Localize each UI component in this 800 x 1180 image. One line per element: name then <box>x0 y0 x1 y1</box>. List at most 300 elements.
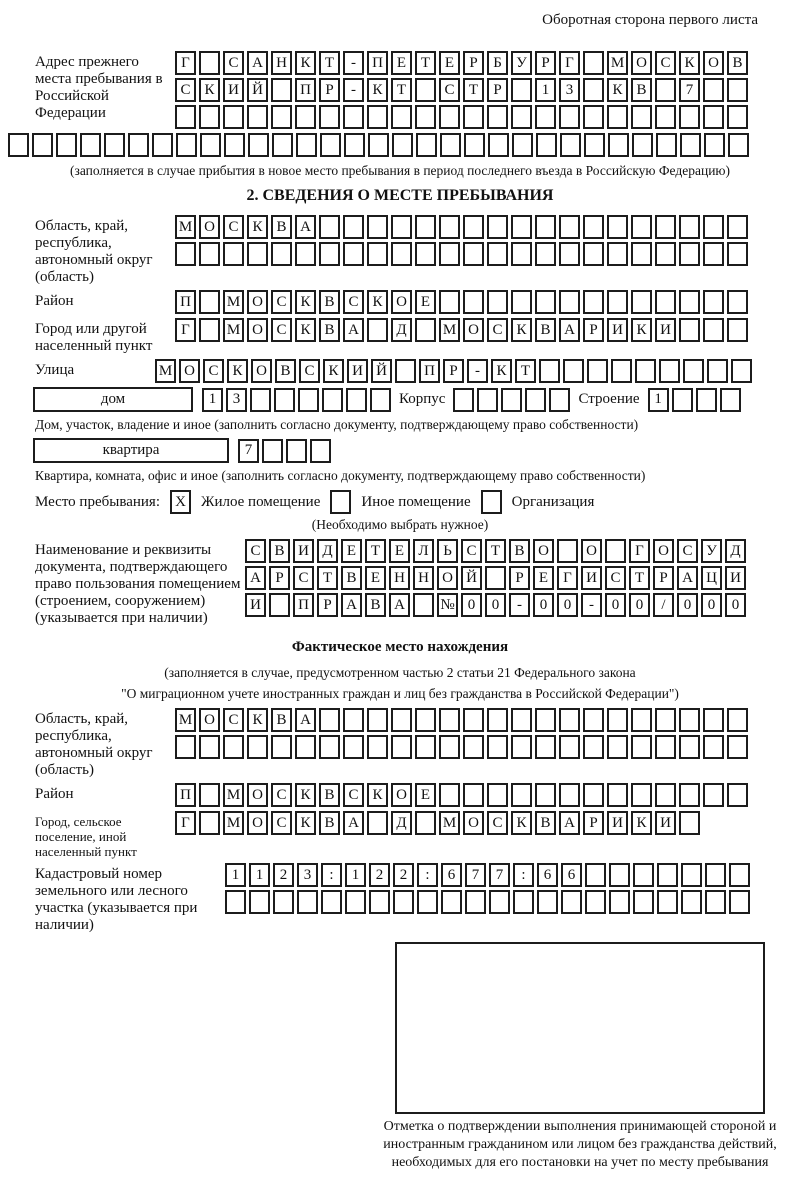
char-cell <box>511 290 532 314</box>
char-row <box>648 388 741 412</box>
char-cell <box>262 439 283 463</box>
house-box: дом <box>33 387 193 412</box>
stay-type-hint: (Необходимо выбрать нужное) <box>311 517 489 532</box>
char-cell <box>393 890 414 914</box>
char-cell <box>657 890 678 914</box>
char-cell <box>199 290 220 314</box>
char-cell: М <box>223 318 244 342</box>
char-cell: Р <box>509 566 530 590</box>
char-cell <box>720 388 741 412</box>
char-cell <box>679 105 700 129</box>
char-cell <box>679 215 700 239</box>
char-cell <box>655 783 676 807</box>
char-cell: № <box>437 593 458 617</box>
char-cell: 3 <box>297 863 318 887</box>
char-cell <box>583 735 604 759</box>
char-cell: 1 <box>225 863 246 887</box>
char-cell <box>319 708 340 732</box>
cadastral-block <box>35 863 800 934</box>
char-cell <box>200 133 221 157</box>
char-cell: Е <box>415 783 436 807</box>
char-cell <box>343 708 364 732</box>
char-row <box>175 242 748 266</box>
region-grid <box>175 215 748 266</box>
char-cell: 1 <box>249 863 270 887</box>
char-cell <box>415 708 436 732</box>
char-cell: С <box>487 318 508 342</box>
char-cell <box>319 735 340 759</box>
char-cell <box>463 708 484 732</box>
char-cell: Т <box>515 359 536 383</box>
char-cell: И <box>581 566 602 590</box>
char-cell <box>561 890 582 914</box>
char-cell: 0 <box>605 593 626 617</box>
char-cell: Й <box>247 78 268 102</box>
char-cell: Р <box>535 51 556 75</box>
char-cell <box>416 133 437 157</box>
char-cell: И <box>347 359 368 383</box>
char-cell: Е <box>389 539 410 563</box>
char-cell <box>128 133 149 157</box>
char-row <box>175 735 748 759</box>
char-cell <box>635 359 656 383</box>
char-cell <box>485 566 506 590</box>
char-cell: Г <box>629 539 650 563</box>
char-cell: Г <box>175 51 196 75</box>
char-cell <box>463 215 484 239</box>
option-residential-label: Жилое помещение <box>201 493 321 510</box>
char-cell <box>680 133 701 157</box>
char-cell: К <box>367 290 388 314</box>
char-cell: С <box>271 811 292 835</box>
char-cell: В <box>269 539 290 563</box>
char-cell <box>585 863 606 887</box>
char-cell: Р <box>463 51 484 75</box>
char-cell <box>310 439 331 463</box>
district-label: Район <box>35 293 74 309</box>
char-cell: С <box>655 51 676 75</box>
char-cell: Е <box>415 290 436 314</box>
char-cell: М <box>223 783 244 807</box>
char-cell: - <box>343 78 364 102</box>
char-cell: 1 <box>535 78 556 102</box>
char-cell: В <box>341 566 362 590</box>
char-cell <box>559 105 580 129</box>
char-cell: О <box>463 811 484 835</box>
char-cell <box>535 783 556 807</box>
char-cell: 0 <box>533 593 554 617</box>
checkbox-organization <box>481 490 502 514</box>
char-cell <box>559 215 580 239</box>
char-cell <box>273 890 294 914</box>
char-cell: Ь <box>437 539 458 563</box>
char-cell <box>681 863 702 887</box>
char-cell: С <box>271 318 292 342</box>
char-cell <box>465 890 486 914</box>
title-document-block <box>35 539 800 627</box>
char-cell <box>679 708 700 732</box>
char-cell <box>415 318 436 342</box>
char-cell <box>176 133 197 157</box>
char-row <box>202 388 391 412</box>
char-cell: М <box>175 215 196 239</box>
char-cell <box>655 242 676 266</box>
char-cell: О <box>653 539 674 563</box>
char-cell: 6 <box>537 863 558 887</box>
char-cell: К <box>247 215 268 239</box>
char-cell: / <box>653 593 674 617</box>
char-cell <box>249 890 270 914</box>
char-cell: В <box>319 811 340 835</box>
char-cell <box>559 290 580 314</box>
char-cell <box>199 811 220 835</box>
char-cell: С <box>677 539 698 563</box>
char-cell: 1 <box>648 388 669 412</box>
char-cell <box>703 783 724 807</box>
char-cell: В <box>631 78 652 102</box>
char-cell: 0 <box>677 593 698 617</box>
char-cell <box>488 133 509 157</box>
char-cell <box>731 359 752 383</box>
checkbox-residential <box>170 490 191 514</box>
char-cell <box>175 105 196 129</box>
char-cell <box>464 133 485 157</box>
char-cell: И <box>607 811 628 835</box>
char-cell <box>415 215 436 239</box>
char-cell <box>679 242 700 266</box>
char-cell <box>608 133 629 157</box>
actual-city-label: Город, сельское поселение, иной населенный пункт <box>35 814 137 859</box>
char-cell: О <box>631 51 652 75</box>
char-cell <box>487 708 508 732</box>
char-cell: В <box>319 290 340 314</box>
char-cell <box>729 890 750 914</box>
char-cell <box>274 388 295 412</box>
char-cell: Н <box>271 51 292 75</box>
char-cell <box>535 735 556 759</box>
actual-location-caption-1: (заполняется в случае, предусмотренном частью 2 статьи 21 Федерального закона <box>164 665 636 680</box>
char-cell <box>199 735 220 759</box>
char-cell <box>511 215 532 239</box>
char-cell <box>199 105 220 129</box>
char-cell <box>392 133 413 157</box>
char-cell <box>223 105 244 129</box>
char-cell <box>703 735 724 759</box>
char-cell <box>727 318 748 342</box>
char-cell <box>322 388 343 412</box>
char-cell <box>489 890 510 914</box>
char-cell: О <box>463 318 484 342</box>
char-cell <box>607 242 628 266</box>
char-cell <box>703 78 724 102</box>
char-cell <box>607 215 628 239</box>
char-cell: Т <box>317 566 338 590</box>
char-cell <box>415 78 436 102</box>
char-cell <box>535 215 556 239</box>
char-cell: Р <box>583 318 604 342</box>
char-cell: Т <box>365 539 386 563</box>
char-cell: Ц <box>701 566 722 590</box>
char-cell <box>535 708 556 732</box>
char-cell <box>583 708 604 732</box>
char-cell <box>247 242 268 266</box>
char-cell: В <box>535 318 556 342</box>
char-cell <box>559 242 580 266</box>
char-cell <box>583 242 604 266</box>
char-cell <box>439 735 460 759</box>
region-label: Область, край, республика, автономный округ (область) <box>35 218 153 285</box>
char-cell: Б <box>487 51 508 75</box>
char-cell <box>560 133 581 157</box>
char-cell: К <box>295 783 316 807</box>
char-cell <box>346 388 367 412</box>
char-cell <box>679 735 700 759</box>
char-cell: В <box>271 215 292 239</box>
char-cell <box>535 290 556 314</box>
char-cell: И <box>607 318 628 342</box>
char-cell: 0 <box>485 593 506 617</box>
char-cell: С <box>245 539 266 563</box>
char-row <box>175 290 748 314</box>
char-cell: 2 <box>273 863 294 887</box>
char-cell: 7 <box>679 78 700 102</box>
char-cell <box>320 133 341 157</box>
char-cell <box>175 735 196 759</box>
char-cell <box>631 290 652 314</box>
char-cell <box>463 783 484 807</box>
char-cell <box>512 133 533 157</box>
char-cell: К <box>295 811 316 835</box>
char-cell <box>487 242 508 266</box>
char-cell <box>559 783 580 807</box>
char-cell <box>295 735 316 759</box>
char-cell: А <box>295 708 316 732</box>
actual-city-block <box>35 811 800 859</box>
page-side-note: Оборотная сторона первого листа <box>542 12 758 28</box>
char-cell: С <box>223 708 244 732</box>
char-cell <box>609 890 630 914</box>
char-cell: - <box>509 593 530 617</box>
char-cell: В <box>319 783 340 807</box>
char-cell: - <box>467 359 488 383</box>
option-organization-label: Организация <box>511 493 595 510</box>
char-cell <box>587 359 608 383</box>
char-cell <box>655 78 676 102</box>
char-row <box>175 105 748 129</box>
region-block <box>35 215 800 286</box>
char-cell <box>583 51 604 75</box>
char-cell: 7 <box>465 863 486 887</box>
char-cell: О <box>703 51 724 75</box>
char-cell <box>633 890 654 914</box>
char-cell <box>391 215 412 239</box>
title-document-grid <box>245 539 746 617</box>
char-cell: А <box>389 593 410 617</box>
char-cell <box>440 133 461 157</box>
char-cell: К <box>367 783 388 807</box>
char-cell <box>703 242 724 266</box>
char-cell <box>80 133 101 157</box>
char-cell: 0 <box>461 593 482 617</box>
char-row <box>175 51 748 75</box>
char-cell <box>199 318 220 342</box>
char-cell <box>605 539 626 563</box>
char-cell: К <box>367 78 388 102</box>
char-cell <box>704 133 725 157</box>
char-cell <box>511 783 532 807</box>
char-cell: Г <box>175 318 196 342</box>
char-cell: М <box>439 318 460 342</box>
char-cell <box>296 133 317 157</box>
char-cell <box>439 783 460 807</box>
char-cell: П <box>419 359 440 383</box>
char-cell: Р <box>269 566 290 590</box>
char-cell <box>557 539 578 563</box>
char-cell: М <box>223 811 244 835</box>
char-cell: О <box>251 359 272 383</box>
char-cell: Р <box>487 78 508 102</box>
char-cell <box>511 735 532 759</box>
char-cell <box>703 708 724 732</box>
char-cell: 0 <box>557 593 578 617</box>
char-cell <box>727 708 748 732</box>
char-cell: О <box>247 290 268 314</box>
char-cell: О <box>533 539 554 563</box>
char-cell: В <box>365 593 386 617</box>
char-cell: О <box>247 783 268 807</box>
stay-type-row <box>35 490 800 514</box>
char-cell: Р <box>653 566 674 590</box>
char-row-full-width <box>8 133 800 157</box>
char-cell <box>535 242 556 266</box>
char-cell <box>535 105 556 129</box>
char-cell <box>487 105 508 129</box>
apartment-caption: Квартира, комната, офис и иное (заполнить согласно документу, подтверждающему право собственности) <box>35 468 646 483</box>
char-cell <box>199 51 220 75</box>
char-cell <box>705 863 726 887</box>
char-cell <box>175 242 196 266</box>
actual-region-block <box>35 708 800 779</box>
char-cell <box>453 388 474 412</box>
char-cell <box>391 735 412 759</box>
char-row <box>175 215 748 239</box>
char-cell: 2 <box>369 863 390 887</box>
char-cell: И <box>655 811 676 835</box>
char-cell <box>727 735 748 759</box>
char-cell <box>345 890 366 914</box>
char-cell <box>679 783 700 807</box>
prev-address-caption: (заполняется в случае прибытия в новое место пребывания в период последнего въезда в Российскую Федерацию) <box>69 163 731 178</box>
char-cell <box>511 78 532 102</box>
char-cell: С <box>271 783 292 807</box>
char-row <box>238 439 331 463</box>
char-cell: С <box>203 359 224 383</box>
prev-address-grid <box>175 51 748 129</box>
char-cell: Т <box>319 51 340 75</box>
char-cell: Е <box>439 51 460 75</box>
char-row <box>245 566 746 590</box>
actual-region-grid <box>175 708 748 759</box>
char-row <box>225 890 750 914</box>
actual-district-label: Район <box>35 786 74 802</box>
char-cell <box>391 708 412 732</box>
char-cell: Т <box>485 539 506 563</box>
prev-address-label: Адрес прежнего места пребывания в Российской Федерации <box>35 54 163 121</box>
char-cell <box>271 242 292 266</box>
char-cell <box>705 890 726 914</box>
char-cell <box>463 290 484 314</box>
char-row <box>155 359 752 383</box>
char-cell <box>319 105 340 129</box>
section2-title: 2. СВЕДЕНИЯ О МЕСТЕ ПРЕБЫВАНИЯ <box>246 187 554 204</box>
char-cell <box>727 105 748 129</box>
char-cell <box>415 735 436 759</box>
char-cell: О <box>391 290 412 314</box>
char-cell: О <box>247 811 268 835</box>
char-cell: 7 <box>238 439 259 463</box>
char-cell: Е <box>391 51 412 75</box>
char-cell <box>631 242 652 266</box>
char-cell: М <box>439 811 460 835</box>
char-cell: 6 <box>441 863 462 887</box>
char-cell: П <box>175 783 196 807</box>
char-cell: 3 <box>559 78 580 102</box>
char-cell: И <box>245 593 266 617</box>
char-cell <box>585 890 606 914</box>
char-cell: О <box>391 783 412 807</box>
char-cell <box>727 242 748 266</box>
char-cell: 1 <box>345 863 366 887</box>
char-cell <box>659 359 680 383</box>
char-cell <box>477 388 498 412</box>
char-cell <box>609 863 630 887</box>
char-cell: К <box>323 359 344 383</box>
char-cell: Р <box>319 78 340 102</box>
char-cell: В <box>727 51 748 75</box>
char-row <box>453 388 570 412</box>
char-cell <box>525 388 546 412</box>
char-cell <box>441 890 462 914</box>
char-cell <box>607 708 628 732</box>
char-cell <box>104 133 125 157</box>
char-cell <box>631 215 652 239</box>
char-cell <box>271 105 292 129</box>
char-cell: С <box>223 215 244 239</box>
char-cell <box>511 708 532 732</box>
char-cell: С <box>487 811 508 835</box>
confirmation-stamp-note: Отметка о подтверждении выполнения принимающей стороной и иностранным гражданином или лицом без гражданства действий, необходимых для его постановки на учет по месту пребывания <box>383 1119 777 1170</box>
char-cell <box>583 215 604 239</box>
char-cell <box>559 708 580 732</box>
char-cell <box>56 133 77 157</box>
char-cell <box>539 359 560 383</box>
actual-district-block <box>35 783 800 807</box>
char-cell <box>537 890 558 914</box>
char-cell <box>298 388 319 412</box>
char-cell <box>487 290 508 314</box>
char-cell: Е <box>365 566 386 590</box>
char-cell <box>607 290 628 314</box>
char-cell <box>391 242 412 266</box>
street-label: Улица <box>35 362 75 378</box>
char-cell <box>32 133 53 157</box>
char-cell <box>707 359 728 383</box>
char-cell <box>563 359 584 383</box>
char-cell <box>321 890 342 914</box>
char-cell <box>297 890 318 914</box>
checkbox-other-premises <box>330 490 351 514</box>
char-row <box>225 863 750 887</box>
